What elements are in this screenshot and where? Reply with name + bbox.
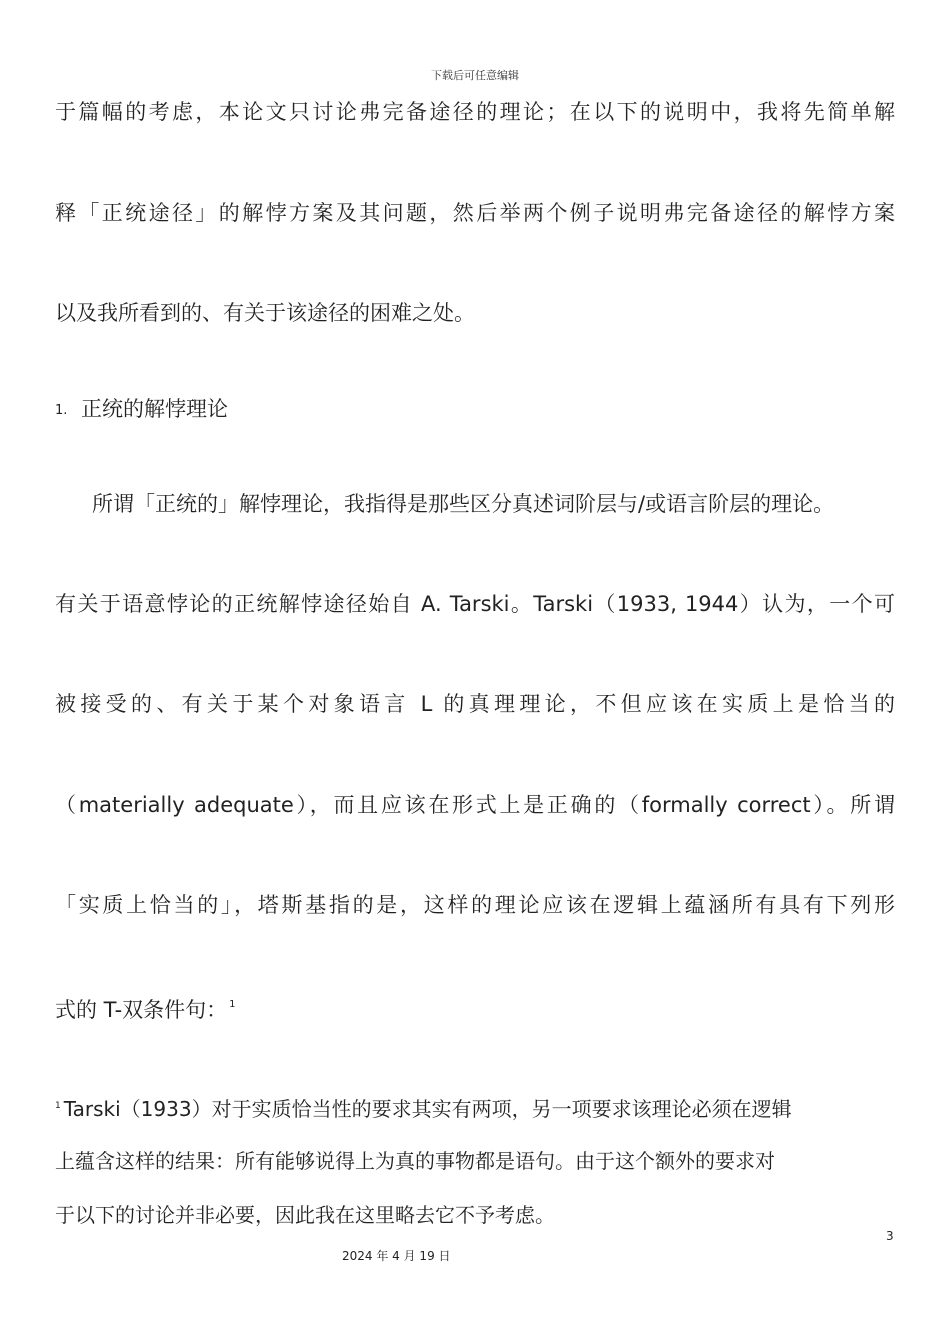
- section-number: 1.: [55, 403, 68, 418]
- footnote-line-1-text: Tarski（1933）对于实质恰当性的要求其实有两项，另一项要求该理论必须在逻辑: [63, 1097, 792, 1121]
- footnote-reference: 1: [229, 999, 236, 1010]
- footnote-marker: 1: [55, 1101, 61, 1111]
- page-number: 3: [886, 1229, 894, 1243]
- paragraph2-line-6-text: 式的 T-双条件句：: [55, 998, 228, 1022]
- footnote-line-2: 上蕴含这样的结果：所有能够说得上为真的事物都是语句。由于这个额外的要求对: [55, 1149, 775, 1173]
- footnote-line-3: 于以下的讨论并非必要，因此我在这里略去它不予考虑。: [55, 1203, 555, 1227]
- paragraph2-line-6: [55, 991, 236, 1024]
- section-title: 正统的解悖理论: [81, 397, 228, 421]
- paragraph1-line-2: 释「正统途径」的解悖方案及其问题，然后举两个例子说明弗完备途径的解悖方案: [55, 201, 895, 225]
- paragraph2-line-4: （materially adequate），而且应该在形式上是正确的（formally correct）。所谓: [55, 793, 895, 817]
- paragraph1-line-3: 以及我所看到的、有关于该途径的困难之处。: [55, 301, 475, 325]
- footnote-line-1: [55, 1093, 792, 1122]
- paragraph2-line-5: 「实质上恰当的」，塔斯基指的是，这样的理论应该在逻辑上蕴涵所有具有下列形: [55, 893, 895, 917]
- section-heading: [55, 395, 228, 425]
- paragraph2-line-3: 被接受的、有关于某个对象语言 L 的真理理论，不但应该在实质上是恰当的: [55, 692, 895, 716]
- paragraph2-line-2: 有关于语意悖论的正统解悖途径始自 A. Tarski。Tarski（1933, 1944）认为，一个可: [55, 592, 895, 616]
- page-footer-date: 2024 年 4 月 19 日: [342, 1249, 451, 1263]
- paragraph2-line-1: 所谓「正统的」解悖理论，我指得是那些区分真述词阶层与/或语言阶层的理论。: [92, 492, 835, 516]
- page-header: 下载后可任意编辑: [431, 69, 519, 82]
- paragraph1-line-1: 于篇幅的考虑，本论文只讨论弗完备途径的理论；在以下的说明中，我将先简单解: [55, 100, 895, 124]
